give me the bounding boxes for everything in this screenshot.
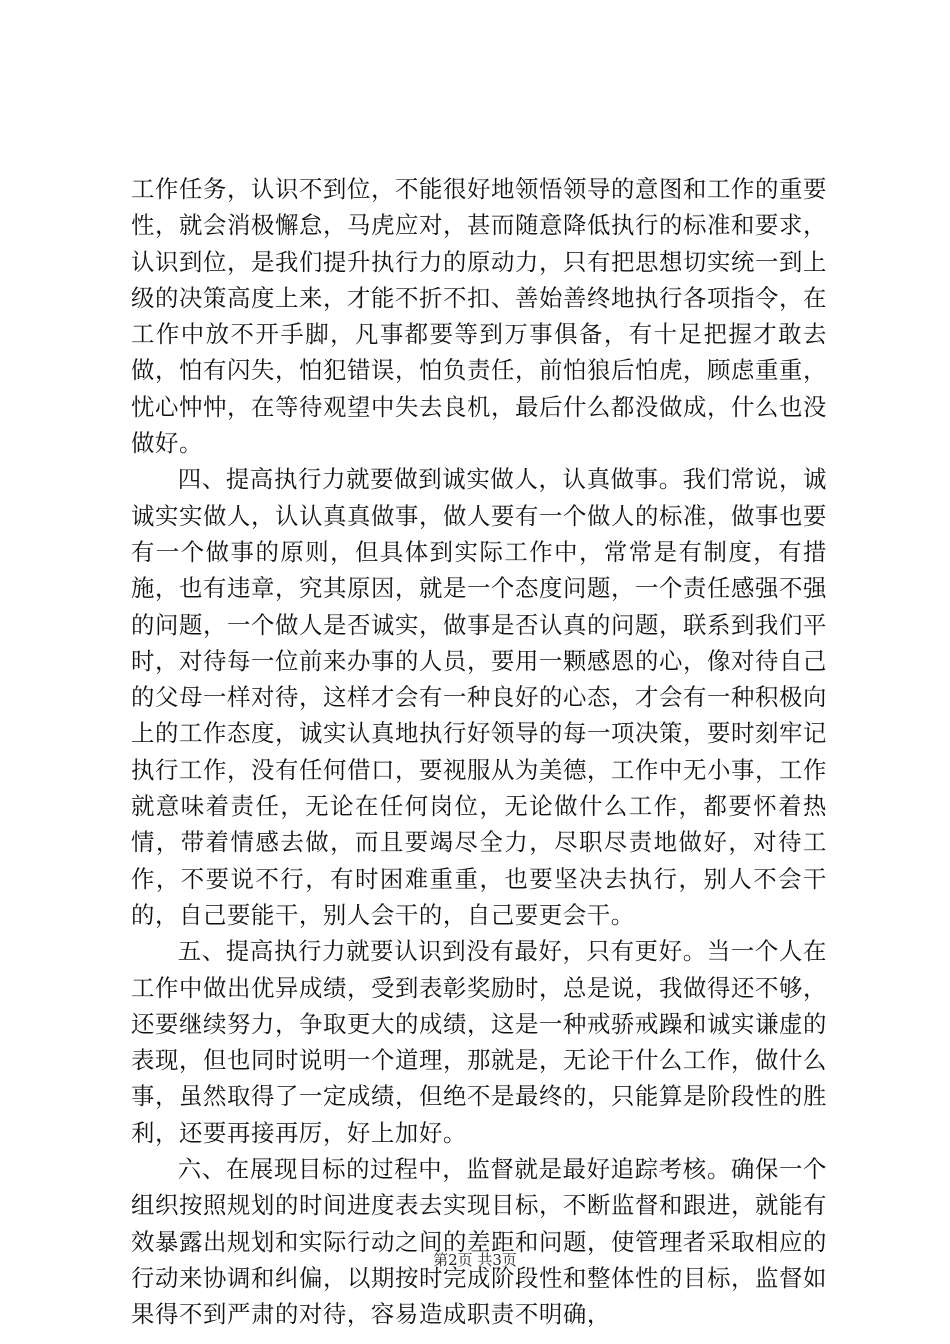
paragraph-section-four: 四、提高执行力就要做到诚实做人，认真做事。我们常说，诚诚实实做人，认认真真做事，做人要有一个做人的标准，做事也要有一个做事的原则，但具体到实际工作中，常常是有制度，有措施，也有违章，究其原因，就是一个态度问题，一个责任感强不强的问题，一个做人是否诚实，做事是否认真的问题，联系到我们平时，对待每一位前来办事的人员，要用一颗感恩的心，像对待自己的父母一样对待，这样才会有一种良好的心态，才会有一种积极向上的工作态度，诚实认真地执行好领导的每一项决策，要时刻牢记执行工作，没有任何借口，要视服从为美德，工作中无小事，工作就意味着责任，无论在任何岗位，无论做什么工作，都要怀着热情，带着情感去做，而且要竭尽全力，尽职尽责地做好，对待工作，不要说不行，有时困难重重，也要坚决去执行，别人不会干的，自己要能干，别人会干的，自己要更会干。 <box>131 465 827 929</box>
paragraph-section-six: 六、在展现目标的过程中，监督就是最好追踪考核。确保一个组织按照规划的时间进度表去实现目标，不断监督和跟进，就能有效暴露出规划和实际行动之间的差距和问题，使管理者采取相应的行动来协调和纠偏，以期按时完成阶段性和整体性的目标，监督如果得不到严肃的对待，容易造成职责不明确， <box>131 1155 827 1329</box>
page-number-footer: 第2页 共3页 <box>433 1251 517 1269</box>
paragraph-section-five: 五、提高执行力就要认识到没有最好，只有更好。当一个人在工作中做出优异成绩，受到表彰奖励时，总是说，我做得还不够，还要继续努力，争取更大的成绩，这是一种戒骄戒躁和诚实谦虚的表现，但也同时说明一个道理，那就是，无论干什么工作，做什么事，虽然取得了一定成绩，但绝不是最终的，只能算是阶段性的胜利，还要再接再厉，好上加好。 <box>131 937 827 1147</box>
body-text <box>131 171 827 1333</box>
paragraph-continued: 工作任务，认识不到位，不能很好地领悟领导的意图和工作的重要性，就会消极懈怠，马虎应对，甚而随意降低执行的标准和要求，认识到位，是我们提升执行力的原动力，只有把思想切实统一到上级的决策高度上来，才能不折不扣、善始善终地执行各项指令，在工作中放不开手脚，凡事都要等到万事俱备，有十足把握才敢去做，怕有闪失，怕犯错误，怕负责任，前怕狼后怕虎，顾虑重重，忧心忡忡，在等待观望中失去良机，最后什么都没做成，什么也没做好。 <box>131 175 827 458</box>
